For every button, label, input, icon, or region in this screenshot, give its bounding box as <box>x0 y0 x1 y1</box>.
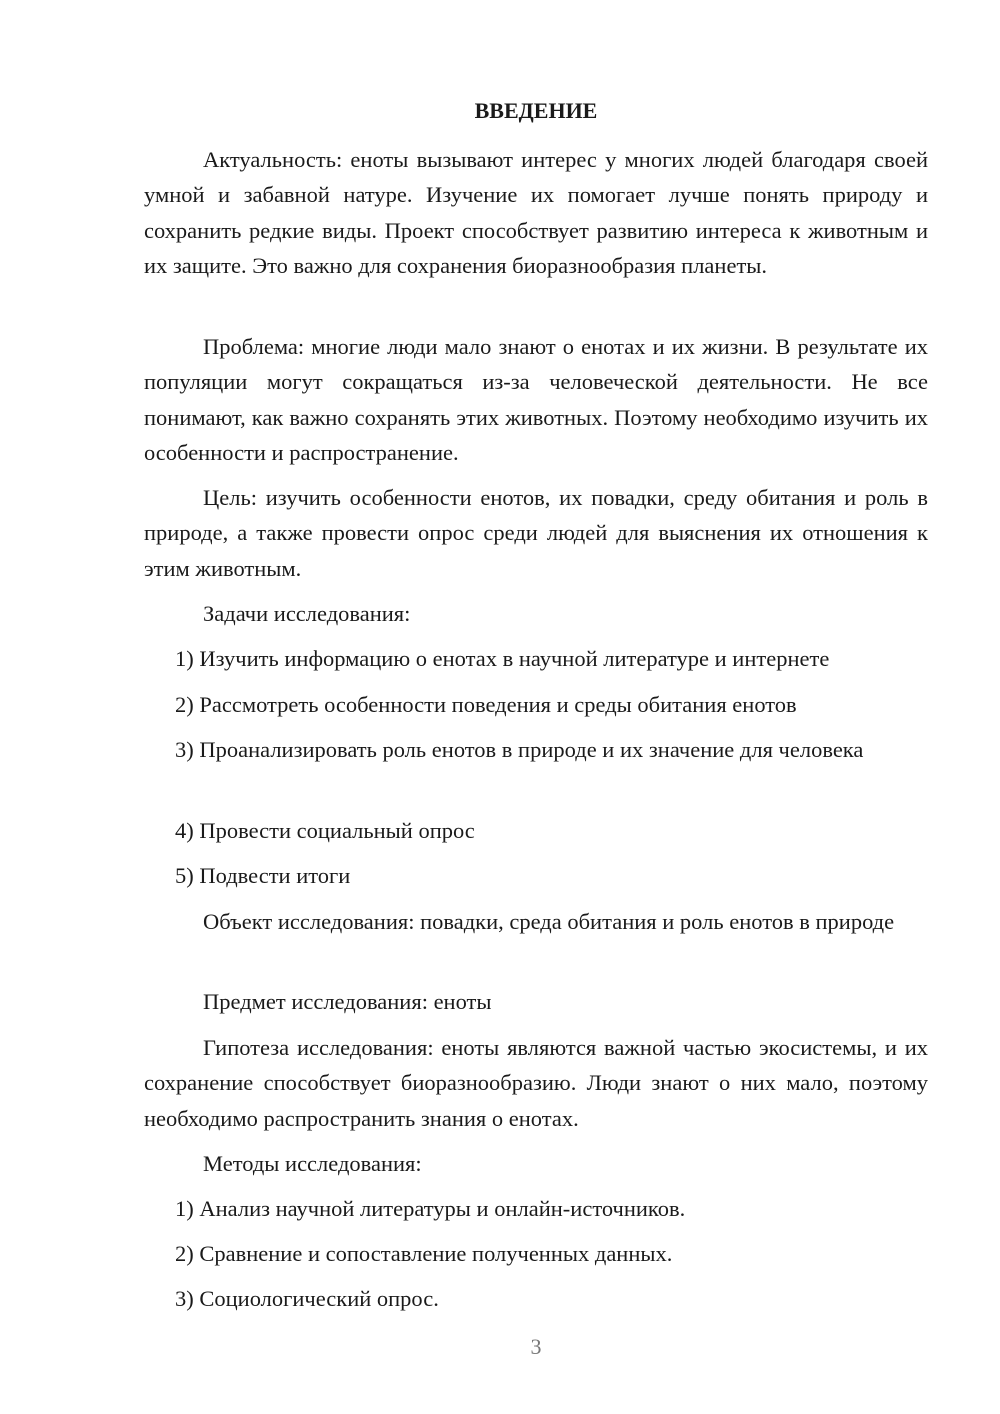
hypothesis-paragraph: Гипотеза исследования: еноты являются важной частью экосистемы, и их сохранение способствует биоразнообразию. Люди знают о них мало, поэтому необходимо распространить знания о енотах. <box>144 1035 928 1131</box>
problem-paragraph: Проблема: многие люди мало знают о енотах и их жизни. В результате их популяции могут сокращаться из-за человеческой деятельности. Не все понимают, как важно сохранять этих животных. Поэтому необходимо изучить их особенности и распространение. <box>144 334 928 465</box>
page-number: 3 <box>530 1334 542 1359</box>
object-paragraph: Объект исследования: повадки, среда обитания и роль енотов в природе <box>203 909 895 934</box>
task-item: 1) Изучить информацию о енотах в научной литературе и интернете <box>175 646 830 671</box>
method-item: 3) Социологический опрос. <box>175 1286 439 1311</box>
relevance-paragraph: Актуальность: еноты вызывают интерес у многих людей благодаря своей умной и забавной натуре. Изучение их помогает лучше понять природу и сохранить редкие виды. Проект способствует развитию интереса к животным и их защите. Это важно для сохранения биоразнообразия планеты. <box>144 147 928 278</box>
tasks-heading: Задачи исследования: <box>203 601 411 626</box>
methods-heading: Методы исследования: <box>203 1151 422 1176</box>
subject-paragraph: Предмет исследования: еноты <box>203 989 492 1014</box>
method-item: 1) Анализ научной литературы и онлайн-источников. <box>175 1196 686 1221</box>
task-item: 3) Проанализировать роль енотов в природе и их значение для человека <box>175 737 864 762</box>
task-item: 5) Подвести итоги <box>175 863 351 888</box>
task-item: 4) Провести социальный опрос <box>175 818 475 843</box>
page-title: ВВЕДЕНИЕ <box>474 98 598 123</box>
method-item: 2) Сравнение и сопоставление полученных данных. <box>175 1241 673 1266</box>
goal-paragraph: Цель: изучить особенности енотов, их повадки, среду обитания и роль в природе, а также провести опрос среди людей для выяснения их отношения к этим животным. <box>144 485 928 581</box>
task-item: 2) Рассмотреть особенности поведения и среды обитания енотов <box>175 692 797 717</box>
